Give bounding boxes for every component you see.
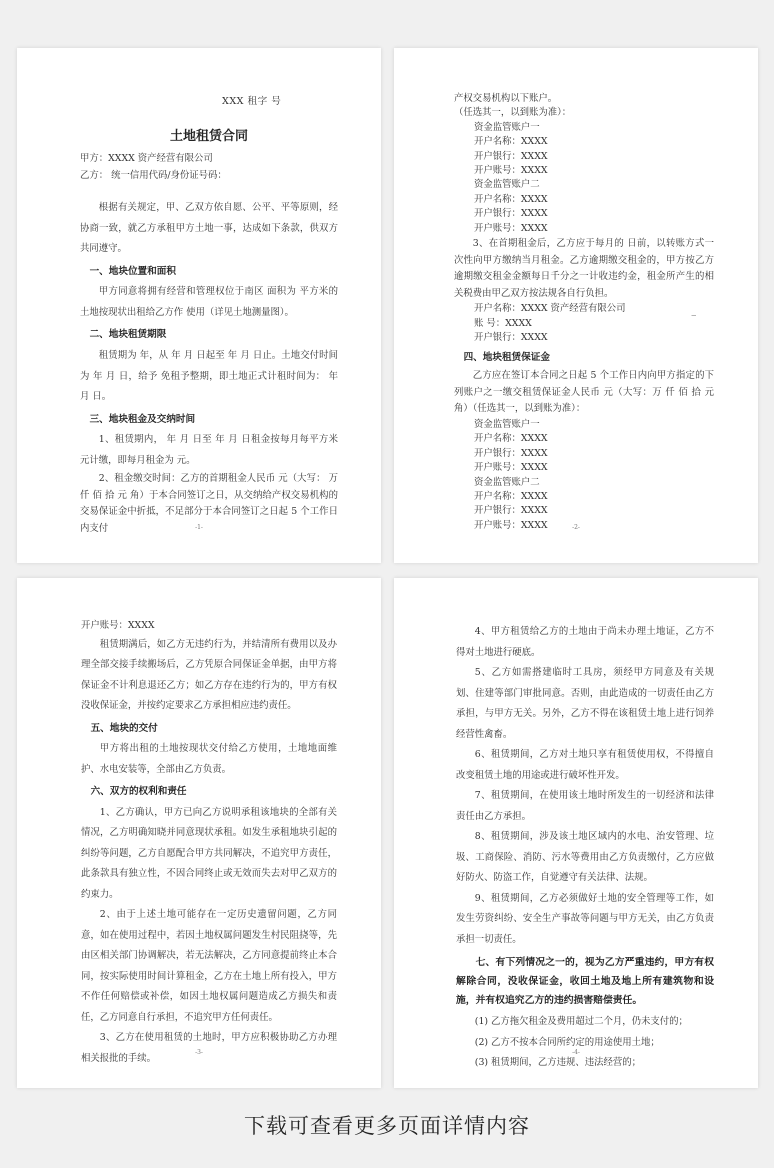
section-2-heading: 二、地块租赁期限 xyxy=(89,329,167,341)
list-item: (2) 乙方不按本合同所约定的用途使用土地； xyxy=(474,1036,660,1048)
text-line: 开户银行：XXXX xyxy=(474,150,548,162)
section-3-para-1: 1、租赁期内， 年 月 日至 年 月 日租金按每月每平方米 元计缴，即每月租金为 元。 xyxy=(80,434,338,466)
account-line: 开户名称：XXXX 资产经营有限公司 xyxy=(474,303,626,315)
document-page-2 xyxy=(394,48,758,563)
download-more-caption: 下载可查看更多页面详情内容 xyxy=(244,1114,530,1138)
party-b: 乙方： 统一信用代码/身份证号码： xyxy=(80,169,227,181)
page-number: -4- xyxy=(572,1049,580,1057)
document-page-4 xyxy=(394,578,758,1088)
account-line: 开户账号：XXXX xyxy=(474,519,548,531)
section-6-para-8: 8、租赁期间，涉及该土地区域内的水电、治安管理、垃圾、工商保险、消防、污水等费用由乙方负责缴付，乙方应做好防火、防盗工作，自觉遵守有关法律、法规。 xyxy=(456,831,714,883)
text-line: 资金监管账户一 xyxy=(474,121,540,133)
text-line: 开户账号：XXXX xyxy=(474,222,548,234)
section-6-para-7: 7、租赁期间，在使用该土地时所发生的一切经济和法律责任由乙方承担。 xyxy=(456,790,714,822)
account-line: 开户名称：XXXX xyxy=(474,433,548,445)
section-6-para-9: 9、租赁期间，乙方必须做好土地的安全管理等工作，如发生劳资纠纷、安全生产事故等问题与甲方无关，由乙方负责承担一切责任。 xyxy=(456,892,714,945)
account-line: 开户账号：XXXX xyxy=(474,462,548,474)
section-3-para-2: 2、租金缴交时间：乙方的首期租金人民币 元（大写： 万 仟 佰 拾 元 角）于本合同签订之日，从交纳给产权交易机构的交易保证金中折抵，不足部分于本合同签订之日起 5 个工作日内支付 xyxy=(80,473,338,534)
account-line: 资金监管账户二 xyxy=(474,476,540,488)
party-a: 甲方：XXXX 资产经营有限公司 xyxy=(80,153,213,165)
section-4-heading: 四、地块租赁保证金 xyxy=(463,351,550,363)
deposit-return-paragraph: 租赁期满后，如乙方无违约行为，并结清所有费用以及办理全部交接手续搬场后，乙方凭原合同保证金单据，由甲方将保证金不计利息退还乙方；如乙方存在违约行为的，甲方有权没收保证金，并按约定要求乙方承担相应违约责任。 xyxy=(81,638,337,712)
section-7-heading: 七、有下列情况之一的，视为乙方严重违约，甲方有权解除合同，没收保证金，收回土地及地上所有建筑物和设施，并有权追究乙方的违约损害赔偿责任。 xyxy=(456,957,714,1006)
section-1-heading: 一、地块位置和面积 xyxy=(89,265,176,277)
page-number: -1- xyxy=(195,524,203,532)
account-line: 资金监管账户一 xyxy=(474,419,540,431)
account-line: 开户银行：XXXX xyxy=(474,505,548,517)
text-line: 开户账号：XXXX xyxy=(474,165,548,177)
account-line: 账 号：XXXX xyxy=(474,317,532,329)
contract-number: XXX 租字 号 xyxy=(222,96,282,107)
intro-paragraph: 根据有关规定，甲、乙双方依自愿、公平、平等原则，经协商一致，就乙方承租甲方土地一事，达成如下条款，供双方共同遵守。 xyxy=(80,202,338,255)
page-number: -2- xyxy=(572,524,580,532)
document-page-1 xyxy=(17,48,381,563)
document-page-3 xyxy=(17,578,381,1088)
section-5-text: 甲方将出租的土地按现状交付给乙方使用，土地地面维护、水电安装等，全部由乙方负责。 xyxy=(81,743,337,775)
text-line: 开户名称：XXXX xyxy=(474,193,548,205)
section-6-para-5: 5、乙方如需搭建临时工具房，须经甲方同意及有关规划、住建等部门审批同意。否则，由此造成的一切责任由乙方承担，与甲方无关。另外，乙方不得在该租赁土地上进行饲养经营性禽畜。 xyxy=(456,667,714,740)
account-number: 开户账号：XXXX xyxy=(81,620,155,631)
section-5-heading: 五、地块的交付 xyxy=(90,722,158,734)
section-1-text: 甲方同意将拥有经营和管理权位于南区 面积为 平方米的土地按现状出租给乙方作 使用（详见土地测量图）。 xyxy=(80,286,338,318)
section-6-para-4: 4、甲方租赁给乙方的土地由于尚未办理土地证，乙方不得对土地进行硬底。 xyxy=(456,626,714,658)
text-line: 开户银行：XXXX xyxy=(474,208,548,220)
section-4-text: 乙方应在签订本合同之日起 5 个工作日内向甲方指定的下列账户之一缴交租赁保证金人民币 元（大写：万 仟 佰 拾 元 角）（任选其一，以到账为准）： xyxy=(454,370,714,415)
account-line: 开户银行：XXXX xyxy=(474,447,548,459)
section-3-heading: 三、地块租金及交纳时间 xyxy=(89,413,196,425)
text-line: 产权交易机构以下账户。 xyxy=(454,93,558,104)
section-6-heading: 六、双方的权利和责任 xyxy=(90,786,187,798)
account-line: 开户银行：XXXX xyxy=(474,332,548,344)
text-line: （任选其一，以到账为准）： xyxy=(454,107,572,119)
section-6-para-6: 6、租赁期间，乙方对土地只享有租赁使用权，不得擅自改变租赁土地的用途或进行破坏性开发。 xyxy=(456,749,714,781)
section-2-text: 租赁期为 年，从 年 月 日起至 年 月 日止。土地交付时间为 年 月 日，给予 免租予整期，即土地正式计租时间为： 年 月 日。 xyxy=(80,350,338,403)
section-6-para-3: 3、乙方在使用租赁的土地时，甲方应积极协助乙方办理相关报批的手续。 xyxy=(81,1032,337,1064)
account-line: 开户名称：XXXX xyxy=(474,491,548,503)
underscore-mark: _ xyxy=(691,306,696,316)
contract-title: 土地租赁合同 xyxy=(169,128,248,144)
list-item: (3) 租赁期间，乙方违规、违法经营的； xyxy=(474,1057,642,1068)
page-number: -3- xyxy=(195,1049,203,1057)
text-line: 开户名称：XXXX xyxy=(474,136,548,148)
section-6-para-2: 2、由于上述土地可能存在一定历史遗留问题，乙方同意，如在使用过程中，若因土地权属问题发生村民阻挠等，先由区相关部门协调解决，若无法解决，乙方同意提前终止本合同，按实际使用时间计算租金，乙方在土地上所有投入，甲方不作任何赔偿或补偿，如因土地权属问题造成乙方损失和责任，乙方同意自行承担，不追究甲方任何责任。 xyxy=(81,909,337,1023)
list-item: (1) 乙方拖欠租金及费用超过二个月，仍未支付的； xyxy=(474,1016,688,1027)
section-3-para-3: 3、在首期租金后，乙方应于每月的 日前，以转账方式一次性向甲方缴纳当月租金。乙方逾期缴交租金的，甲方按乙方逾期缴交租金金额每日千分之一计收违约金，租金所产生的相关税费由甲乙双方按法规各自行负担。 xyxy=(454,238,714,299)
text-line: 资金监管账户二 xyxy=(474,179,540,191)
section-6-para-1: 1、乙方确认，甲方已向乙方说明承租该地块的全部有关情况，乙方明确知晓并同意现状承租。如发生承租地块引起的纠纷等问题，乙方自愿配合甲方共同解决，不追究甲方责任，此条款具有独立性，不因合同终止或无效而失去对甲乙双方的约束力。 xyxy=(81,806,337,900)
